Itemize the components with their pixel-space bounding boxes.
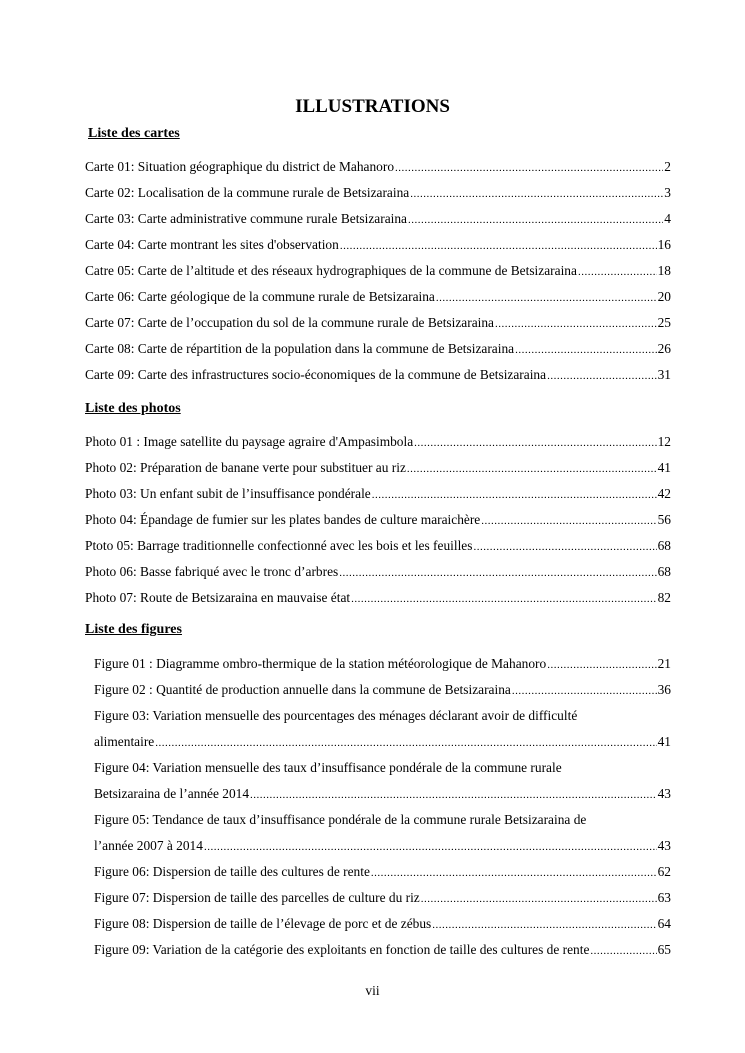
toc-entry[interactable]: [94, 786, 671, 804]
toc-entry-page: 62: [657, 864, 671, 879]
toc-entry[interactable]: [85, 460, 671, 478]
toc-entry-text: Figure 03: Variation mensuelle des pourcentages des ménages déclarant avoir de difficulté: [94, 708, 578, 723]
page-title: ILLUSTRATIONS: [295, 96, 450, 117]
section-heading-cartes: Liste des cartes: [88, 126, 180, 141]
section-heading-photos: Liste des photos: [85, 401, 181, 416]
toc-entry-page: 21: [657, 656, 671, 671]
toc-entry-page: 2: [664, 159, 671, 174]
toc-entry-text: Carte 09: Carte des infrastructures socio-économiques de la commune de Betsizaraina: [85, 367, 547, 382]
toc-entry[interactable]: [94, 682, 671, 700]
toc-entry[interactable]: [85, 211, 671, 229]
toc-entry-text: Ptoto 05: Barrage traditionnelle confectionné avec les bois et les feuilles: [85, 538, 473, 553]
toc-entry-text: Carte 01: Situation géographique du district de Mahanoro: [85, 159, 395, 174]
toc-entry-page: 31: [657, 367, 671, 382]
toc-entry-page: 64: [657, 916, 671, 931]
toc-entry[interactable]: [85, 512, 671, 530]
toc-entry[interactable]: [94, 942, 671, 960]
toc-entry-line1[interactable]: [94, 708, 671, 726]
toc-entry[interactable]: [85, 434, 671, 452]
toc-entry-page: 42: [657, 486, 671, 501]
toc-entry-text: Betsizaraina de l’année 2014: [94, 786, 250, 801]
toc-entry[interactable]: [85, 341, 671, 359]
toc-entry[interactable]: [85, 263, 671, 281]
toc-entry-page: 43: [657, 786, 671, 801]
toc-entry-text: Carte 06: Carte géologique de la commune rurale de Betsizaraina: [85, 289, 435, 304]
toc-entry[interactable]: [85, 185, 671, 203]
toc-entry-page: 82: [657, 590, 671, 605]
toc-entry-text: Carte 08: Carte de répartition de la population dans la commune de Betsizaraina: [85, 341, 515, 356]
toc-entry[interactable]: [94, 734, 671, 752]
toc-entry-text: Figure 01 : Diagramme ombro-thermique de la station météorologique de Mahanoro: [94, 656, 547, 671]
toc-entry-text: Carte 03: Carte administrative commune rurale Betsizaraina: [85, 211, 407, 226]
toc-entry-text: Catre 05: Carte de l’altitude et des réseaux hydrographiques de la commune de Betsizaraina: [85, 263, 577, 278]
toc-entry[interactable]: [94, 838, 671, 856]
toc-entry-text: Carte 04: Carte montrant les sites d'observation: [85, 237, 339, 252]
toc-entry-page: 65: [657, 942, 671, 957]
toc-entry-page: 26: [657, 341, 671, 356]
toc-entry-text: Figure 08: Dispersion de taille de l’élevage de porc et de zébus: [94, 916, 432, 931]
toc-entry-page: 36: [657, 682, 671, 697]
toc-entry-page: 68: [657, 538, 671, 553]
toc-entry[interactable]: [85, 237, 671, 255]
toc-entry-text: Figure 04: Variation mensuelle des taux d’insuffisance pondérale de la commune rurale: [94, 760, 562, 775]
toc-entry-page: 56: [657, 512, 671, 527]
toc-entry-text: Carte 07: Carte de l’occupation du sol de la commune rurale de Betsizaraina: [85, 315, 495, 330]
toc-entry-line1[interactable]: [94, 812, 671, 830]
toc-entry[interactable]: [85, 315, 671, 333]
toc-entry-text: alimentaire: [94, 734, 155, 749]
page-number: vii: [365, 983, 380, 998]
toc-entry[interactable]: [85, 367, 671, 385]
toc-entry[interactable]: [85, 289, 671, 307]
toc-entry-text: Photo 03: Un enfant subit de l’insuffisance pondérale: [85, 486, 371, 501]
toc-entry[interactable]: [94, 864, 671, 882]
toc-entry-line1[interactable]: [94, 760, 671, 778]
toc-entry-page: 20: [657, 289, 671, 304]
toc-entry-text: Carte 02: Localisation de la commune rurale de Betsizaraina: [85, 185, 410, 200]
toc-entry-text: Photo 01 : Image satellite du paysage agraire d'Ampasimbola: [85, 434, 414, 449]
toc-entry-page: 41: [657, 460, 671, 475]
toc-entry-page: 16: [657, 237, 671, 252]
toc-entry[interactable]: [85, 590, 671, 608]
toc-entry-page: 18: [657, 263, 671, 278]
toc-entry[interactable]: [85, 538, 671, 556]
toc-entry-page: 63: [657, 890, 671, 905]
toc-entry-text: Figure 09: Variation de la catégorie des exploitants en fonction de taille des cultures de rente: [94, 942, 590, 957]
toc-entry[interactable]: [85, 159, 671, 177]
toc-entry-text: Figure 07: Dispersion de taille des parcelles de culture du riz: [94, 890, 420, 905]
toc-entry[interactable]: [94, 890, 671, 908]
toc-entry[interactable]: [94, 916, 671, 934]
toc-entry[interactable]: [94, 656, 671, 674]
toc-entry-text: Figure 02 : Quantité de production annuelle dans la commune de Betsizaraina: [94, 682, 511, 697]
toc-entry-page: 25: [657, 315, 671, 330]
toc-entry-text: Figure 06: Dispersion de taille des cultures de rente: [94, 864, 370, 879]
toc-entry-page: 3: [664, 185, 671, 200]
toc-entry-page: 43: [657, 838, 671, 853]
toc-entry-page: 4: [664, 211, 671, 226]
toc-entry-text: l’année 2007 à 2014: [94, 838, 203, 853]
toc-entry-text: Photo 04: Épandage de fumier sur les plates bandes de culture maraichère: [85, 512, 481, 527]
toc-entry-text: Photo 07: Route de Betsizaraina en mauvaise état: [85, 590, 351, 605]
toc-entry[interactable]: [85, 486, 671, 504]
toc-entry-page: 12: [657, 434, 671, 449]
toc-entry-text: Photo 06: Basse fabriqué avec le tronc d’arbres: [85, 564, 339, 579]
section-heading-figures: Liste des figures: [85, 622, 182, 637]
toc-entry-text: Photo 02: Préparation de banane verte pour substituer au riz: [85, 460, 406, 475]
toc-entry-page: 68: [657, 564, 671, 579]
toc-entry-text: Figure 05: Tendance de taux d’insuffisance pondérale de la commune rurale Betsizaraina de: [94, 812, 587, 827]
toc-entry[interactable]: [85, 564, 671, 582]
toc-entry-page: 41: [657, 734, 671, 749]
